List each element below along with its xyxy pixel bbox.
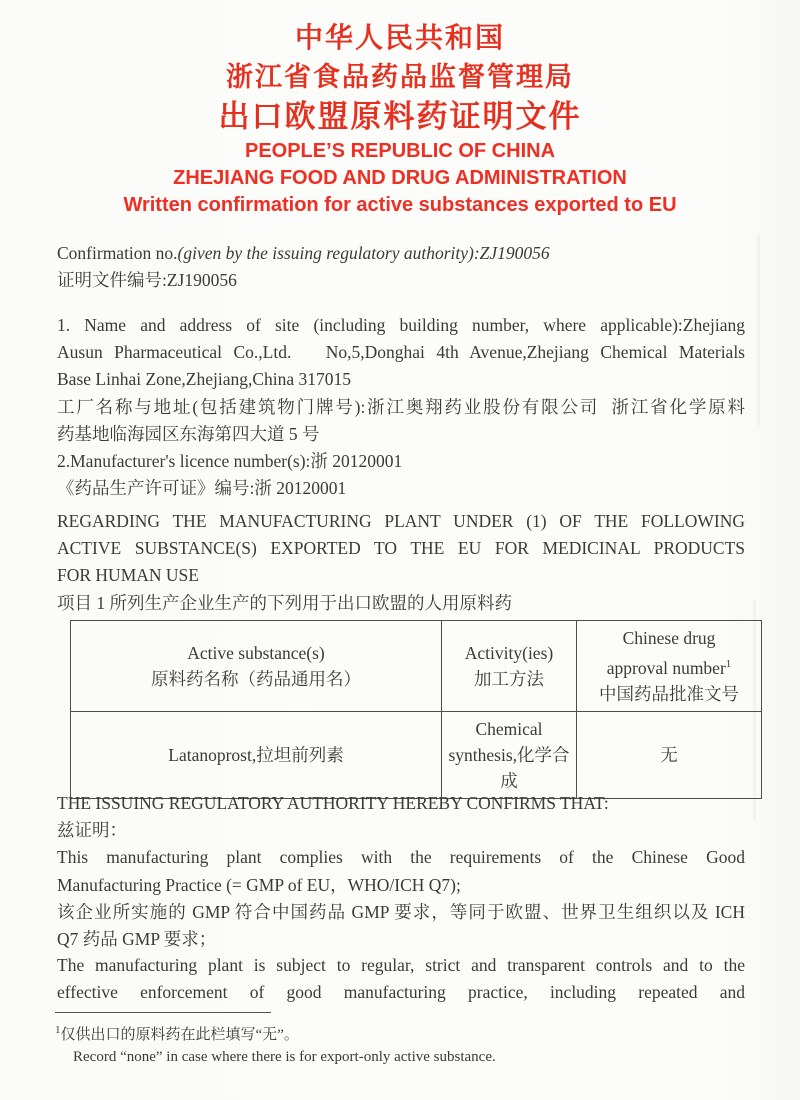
header-active-substance [71,621,442,712]
letterhead [0,20,800,219]
confirmation-number-line [57,240,745,267]
confirmation-number-block [57,240,745,294]
header-active-substance-cn: 原料药名称（药品通用名） [151,668,361,689]
header-activity-cn: 加工方法 [474,668,544,689]
title-en-country: PEOPLE’S REPUBLIC OF CHINA [244,140,556,162]
header-active-substance-en: Active substance(s) [187,642,325,663]
confirms-line: This manufacturing plant complies with the requirements of the Chinese Good [57,847,745,868]
title-en-agency: ZHEJIANG FOOD AND DRUG ADMINISTRATION [173,167,627,189]
controls-line: The manufacturing plant is subject to regular, strict and transparent controls and to the [57,955,745,975]
regarding-line: REGARDING THE MANUFACTURING PLANT UNDER (1) OF THE FOLLOWING [57,511,745,531]
site-section [57,312,745,448]
cell-substance: Latanoprost,拉坦前列素 [71,711,442,798]
confirmation-number-line-cn: 证明文件编号:ZJ190056 [57,270,237,291]
footnote [55,1012,745,1068]
footnote-marker: 1 [725,658,732,670]
header-approval-line1: Chinese drug [622,628,716,648]
confirmation-label: Confirmation no. [57,243,178,263]
header-activity [442,621,577,712]
title-en-document: Written confirmation for active substances exported to EU [123,194,677,216]
confirms-line-cn: Q7 药品 GMP 要求； [57,929,217,950]
site-line: Base Linhai Zone,Zhejiang,China 317015 [57,369,352,390]
controls-section [57,952,745,1006]
footnote-marker: 1 [55,1024,61,1036]
footnote-line-cn: $^1$仅供出口的原料药在此栏填写“无”。 [55,1024,299,1043]
header-approval-line2: approval number$^1$ [606,657,732,678]
regarding-line: FOR HUMAN USE [57,565,199,586]
confirms-line-cn: 兹证明： [57,820,127,841]
header-activity-en: Activity(ies) [464,642,554,663]
title-cn-document: 出口欧盟原料药证明文件 [218,99,582,134]
footnote-divider [55,1012,271,1013]
confirms-line-cn: 该企业所实施的 GMP 符合中国药品 GMP 要求，等同于欧盟、世界卫生组织以及 ICH [57,901,745,922]
confirms-line: THE ISSUING REGULATORY AUTHORITY HEREBY CONFIRMS THAT: [57,793,609,813]
scan-artifact [757,235,760,425]
site-line-cn: 工厂名称与地址(包括建筑物门牌号):浙江奥翔药业股份有限公司 浙江省化学原料 [57,396,745,417]
regarding-section [57,508,745,617]
regarding-line-cn: 项目 1 所列生产企业生产的下列用于出口欧盟的人用原料药 [57,592,512,613]
header-approval-cn: 中国药品批准文号 [599,683,739,704]
site-line: 1. Name and address of site (including building number, where applicable):Zhejiang [57,315,745,335]
site-line: Ausun Pharmaceutical Co.,Ltd. No,5,Donghai 4th Avenue,Zhejiang Chemical Materials [57,342,745,363]
confirms-section [57,790,745,953]
confirms-line: Manufacturing Practice (= GMP of EU，WHO/ICH Q7); [57,874,461,895]
header-approval-number [577,621,762,712]
site-line-cn: 药基地临海园区东海第四大道 5 号 [57,423,320,444]
controls-line: effective enforcement of good manufacturing practice, including repeated and [57,982,745,1003]
licence-section [57,448,745,502]
confirmation-value: (given by the issuing regulatory authority):ZJ190056 [177,243,550,263]
regarding-line: ACTIVE SUBSTANCE(S) EXPORTED TO THE EU FOR MEDICINAL PRODUCTS [57,538,745,559]
footnote-line-en: Record “none” in case where there is for export-only active substance. [73,1049,496,1065]
table-header-row [71,621,762,712]
licence-line: 2.Manufacturer's licence number(s):浙 20120001 [57,451,403,471]
table-row [71,711,762,798]
cell-approval: 无 [577,711,762,798]
title-cn-agency: 浙江省食品药品监督管理局 [226,62,574,92]
cell-activity: Chemical synthesis,化学合成 [442,711,577,798]
licence-line-cn: 《药品生产许可证》编号:浙 20120001 [57,478,347,499]
title-cn-country: 中华人民共和国 [294,23,505,54]
substance-table [70,620,762,799]
